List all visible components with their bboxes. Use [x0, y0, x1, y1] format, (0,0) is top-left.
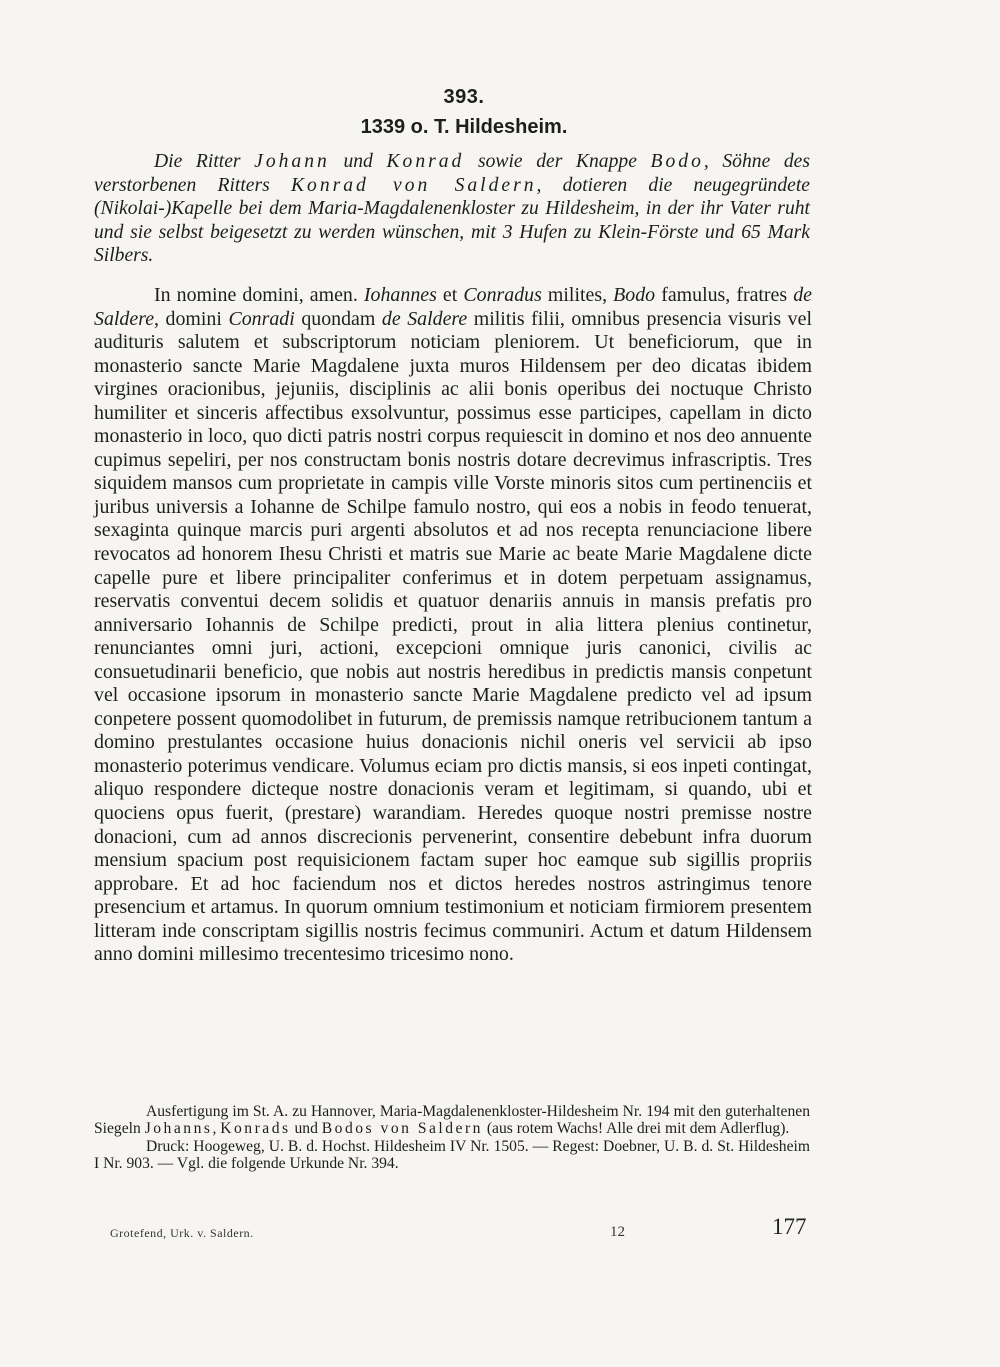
body-text: famulus, fratres [655, 284, 794, 306]
note-name: Johanns [144, 1120, 213, 1138]
footer-source: Grotefend, Urk. v. Saldern. [110, 1226, 254, 1240]
body-text: militis filii, omnibus presencia visuris vel audituris salutem et subscriptorum noticiam pleniorem. Ut beneficiorum, que in monasterio sancte Marie Magdalene juxta muros Hildensem per deo dicatas ibidem virgines oracionibus, jejuniis, disciplinis ac alii bonis operibus dei noctuque Christo humiliter et sinceris affectibus exsolvuntur, possimus esse participes, capellam in dicto monasterio in loco, quo dicti patris nostri corpus requiescit in domino et nos deo annuente cupimus sepeliri, per nos constructam bonis nostris dotare decrevimus infrascriptis. Tres siquidem mansos cum proprietate in campis ville Vorste minoris sitos cum pertinenciis et juribus universis a Iohanne de Schilpe famulo nostro, qui eos a nobis in feodo tenuerat, sexaginta quinque marcis puri argenti absolutos et ad nos recepta renunciacione libere revocatos ad honorem Ihesu Christi et matris sue Marie ac beate Marie Magdalene dicte capelle pure et libere principaliter conferimus et in dotem perpetuam assignamus, reservatis conventui decem solidis et quatuor denariis annuis in mansis prefatis pro anniversario Iohannis de Schilpe predicti, prout in alia littera plenius continetur, renunciantes omni juri, actioni, excepcioni omnique juris canonici, civilis ac consuetudinarii beneficio, que nobis aut nostris heredibus in predictis mansis conpetunt vel occasione ipsorum in monasterio sancte Marie Magdalene predicto vel ad ipsum conpetere possent quomodolibet in futurum, de premissis namque retribucionem tantum a domino prestulantes occasione huius donacionis nichil oneris vel servicii ab ipso monasterio poterimus vendicare. Volumus eciam pro dictis mansis, si eos inpeti contingat, aliquo respondere dicteque nostre donacionis veram et legitimam, si quando, ubi et quociens opus fuerit, (prestare) warandiam. Heredes quoque nostri premisse nostre donacioni, cum ad annos discrecionis pervenerint, consentire debebunt infra duorum mensium spacium post requisicionem factam super hoc eamque sub sigillis propriis approbare. Et ad hoc faciendum nos et dictos heredes nostros astringimus tenore presencium et artamus. In quorum omnium testimonium et noticiam firmiorem presentem litteram inde conscriptam sigillis nostris fecimus communiri. Actum et datum Hildensem anno domini millesimo trecentesimo tricesimo nono. [94, 307, 812, 966]
apparatus-notes [94, 1103, 810, 1173]
body-name: Conradi [228, 307, 295, 330]
body-name: Bodo [613, 284, 656, 306]
page-number: 177 [772, 1214, 807, 1239]
note-source [94, 1103, 810, 1138]
document-number: 393. [443, 86, 485, 108]
regest-text: , Söhne des verstorbenen Ritters [94, 151, 811, 196]
note-name: Bodos von Saldern [321, 1120, 483, 1138]
regest-paragraph [94, 150, 810, 268]
body-name: de Saldere, [94, 284, 812, 330]
body-name: de Saldere [381, 307, 468, 330]
regest-name: Konrad [386, 151, 465, 172]
regest-text: und [329, 151, 387, 172]
body-text: domini [159, 307, 229, 330]
note-name: Konrads [220, 1120, 291, 1138]
regest-text: , dotieren die neugegründete (Nikolai-)Kapelle bei dem Maria-Magdalenenkloster zu Hildesheim, in der ihr Vater ruht und sie selbst beigesetzt zu werden wünschen, mit 3 Hufen zu Klein-Förste und 65 Mark Silbers. [94, 174, 810, 266]
regest-name: Johann [254, 151, 330, 172]
note-text: Ausfertigung im St. A. zu Hannover, Maria-Magdalenenkloster-Hildesheim Nr. 194 mit den guterhaltenen Siegeln [94, 1103, 810, 1138]
footer-signature: 12 [610, 1224, 625, 1240]
note-text: (aus rotem Wachs! Alle drei mit dem Adlerflug). [482, 1120, 790, 1138]
note-print: Druck: Hoogeweg, U. B. d. Hochst. Hildesheim IV Nr. 1505. — Regest: Doebner, U. B. d. St. Hildesheim I Nr. 903. — Vgl. die folgende Urkunde Nr. 394. [94, 1137, 810, 1173]
regest-text: Die Ritter [154, 151, 255, 172]
charter-text [94, 284, 812, 967]
body-text: et [436, 284, 464, 306]
body-text: milites, [541, 284, 614, 306]
dateline: 1339 o. T. Hildesheim. [360, 116, 568, 138]
note-text: und [290, 1120, 322, 1138]
regest-text: sowie der Knappe [464, 151, 651, 172]
body-name: Conradus [463, 284, 542, 306]
body-text: In nomine domini, amen. [154, 284, 364, 306]
regest-name: Bodo [650, 151, 704, 172]
regest-name: Konrad von Saldern [290, 174, 537, 196]
note-text: , [212, 1120, 221, 1138]
body-text: quondam [294, 307, 382, 330]
body-name: Iohannes [363, 284, 437, 306]
